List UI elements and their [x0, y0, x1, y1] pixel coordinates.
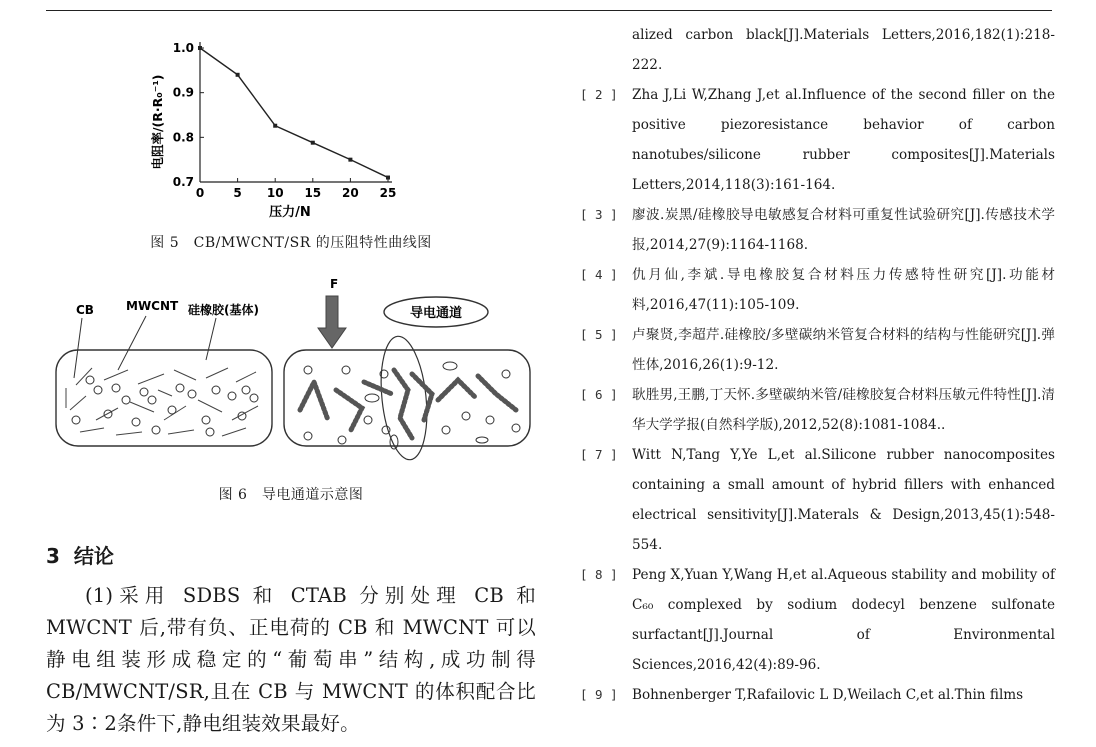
reference-number: [ 5 ] — [580, 327, 618, 342]
data-point — [273, 124, 277, 128]
reference-text: alized carbon black[J].Materials Letters,2016,182(1):218-222. — [632, 27, 1055, 73]
figure5-caption: 图 5 CB/MWCNT/SR 的压阻特性曲线图 — [150, 235, 432, 251]
reference-number: [ 7 ] — [580, 447, 618, 462]
reference-item — [580, 260, 1055, 320]
figure6-caption: 图 6 导电通道示意图 — [218, 487, 364, 503]
force-arrow-icon — [318, 296, 346, 348]
x-tick-label: 0 — [195, 186, 205, 200]
chart-marks — [198, 46, 390, 180]
reference-number: [ 9 ] — [580, 687, 618, 702]
label-force: F — [330, 277, 339, 291]
reference-item — [580, 680, 1055, 710]
reference-item — [580, 200, 1055, 260]
label-mwcnt: MWCNT — [126, 299, 179, 313]
y-tick-label: 0.7 — [172, 175, 194, 189]
reference-item — [580, 80, 1055, 200]
conductive-channel-schematic — [46, 270, 542, 470]
piezoresistance-chart — [148, 30, 398, 220]
x-axis-label: 压力/N — [269, 205, 311, 220]
section-heading — [46, 540, 128, 569]
reference-number: [ 2 ] — [580, 87, 618, 102]
label-cb: CB — [76, 303, 94, 317]
y-tick-label: 1.0 — [172, 41, 194, 55]
x-tick-label: 25 — [379, 186, 397, 200]
reference-item — [580, 560, 1055, 680]
reference-number — [580, 20, 632, 80]
reference-number: [ 8 ] — [580, 567, 618, 582]
reference-text: Witt N,Tang Y,Ye L,et al.Silicone rubber nanocomposites containing a small amount of hybrid fillers with enhanced electrical sensitivity[J].Materals & Design,2013,45(1):548-554. — [632, 447, 1055, 553]
y-tick-label: 0.9 — [172, 85, 194, 100]
section-title: 结论 — [73, 544, 114, 568]
series-line — [200, 48, 388, 178]
data-point — [236, 73, 240, 77]
reference-text: 卢聚贤,李超芹.硅橡胶/多壁碳纳米管复合材料的结构与性能研究[J].弹性体,2016,26(1):9-12. — [632, 327, 1055, 373]
reference-text: Bohnenberger T,Rafailovic L D,Weilach C,et al.Thin films — [632, 687, 1024, 703]
x-tick-label: 15 — [304, 186, 322, 200]
label-conductive-channel: 导电通道 — [409, 306, 463, 321]
data-point — [386, 176, 390, 180]
reference-text: 廖波.炭黑/硅橡胶导电敏感复合材料可重复性试验研究[J].传感技术学报,2014,27(9):1164-1168. — [632, 207, 1055, 253]
section-number: 3 — [46, 544, 60, 568]
reference-item — [580, 320, 1055, 380]
y-tick-label: 0.8 — [172, 130, 194, 145]
x-tick-label: 10 — [266, 186, 284, 200]
reference-text: 仇月仙,李斌.导电橡胶复合材料压力传感特性研究[J].功能材料,2016,47(11):105-109. — [632, 267, 1055, 313]
x-tick-label: 5 — [233, 186, 242, 200]
x-tick-label: 20 — [342, 186, 359, 200]
reference-number: [ 3 ] — [580, 207, 618, 222]
data-point — [348, 158, 352, 162]
data-point — [198, 46, 202, 50]
y-axis-label: 电阻率/(R·R₀⁻¹) — [150, 74, 165, 170]
reference-list — [580, 20, 1055, 710]
chart-axes — [173, 41, 397, 200]
label-matrix: 硅橡胶(基体) — [188, 303, 259, 317]
unloaded-composite-panel — [56, 299, 272, 446]
reference-item — [580, 440, 1055, 560]
reference-item — [580, 380, 1055, 440]
reference-number: [ 4 ] — [580, 267, 618, 282]
header-rule — [46, 10, 1052, 11]
loaded-composite-panel — [284, 277, 530, 462]
conclusion-paragraph: (1)采用 SDBS 和 CTAB 分别处理 CB 和 MWCNT 后,带有负、正电荷的 CB 和 MWCNT 可以静电组装形成稳定的“葡萄串”结构,成功制得 CB/MWCNT/SR,且在 CB 与 MWCNT 的体积配合比为 3∶2条件下,静电组装效果最好。 — [46, 584, 536, 735]
reference-number: [ 6 ] — [580, 387, 618, 402]
reference-text: Peng X,Yuan Y,Wang H,et al.Aqueous stability and mobility of C₆₀ complexed by sodium dodecyl benzene sulfonate surfactant[J].Journal of Environmental Sciences,2016,42(4):89-96. — [632, 567, 1055, 673]
reference-item — [580, 20, 1055, 80]
reference-text: 耿胜男,王鹏,丁天怀.多壁碳纳米管/硅橡胶复合材料压敏元件特性[J].清华大学学报(自然科学版),2012,52(8):1081-1084.. — [632, 387, 1055, 433]
reference-text: Zha J,Li W,Zhang J,et al.Influence of the second filler on the positive piezoresistance behavior of carbon nanotubes/silicone rubber composites[J].Materials Letters,2014,118(3):161-164. — [632, 87, 1055, 193]
data-point — [311, 141, 315, 145]
